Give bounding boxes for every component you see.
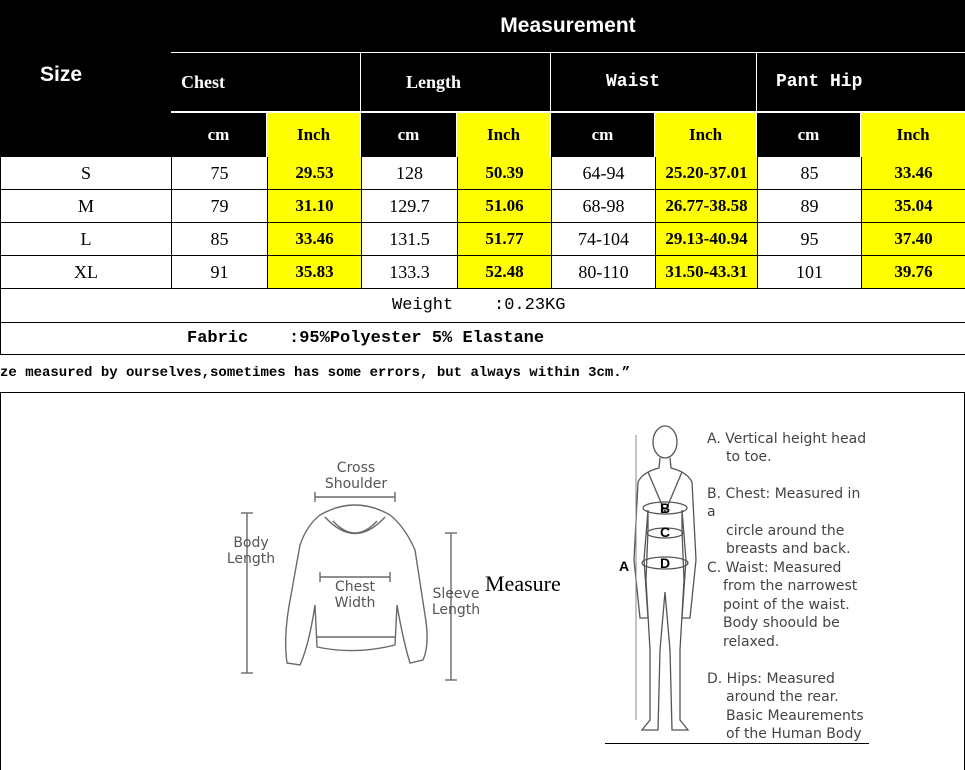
legend-b: B. Chest: Measured in a circle around the breasts and back. — [707, 486, 861, 558]
table-cell: 33.46 — [268, 223, 362, 256]
cross-shoulder-label: Cross Shoulder — [324, 460, 388, 493]
table-cell: 29.13-40.94 — [656, 223, 758, 256]
group-pant-hip: Pant Hip — [757, 53, 965, 111]
table-cell: 75 — [172, 157, 268, 190]
letter-a: A — [619, 558, 630, 574]
table-cell: 101 — [758, 256, 862, 289]
legend-d: D. Hips: Measured around the rear. Basic Meaurements of the Human Body — [707, 671, 864, 743]
size-header: Size — [0, 0, 171, 157]
fabric-row: Fabric :95%Polyester 5% Elastane — [0, 323, 965, 355]
unit-cm: cm — [757, 113, 860, 157]
table-cell: 50.39 — [458, 157, 552, 190]
table-cell: 80-110 — [552, 256, 656, 289]
table-cell: 31.10 — [268, 190, 362, 223]
table-cell: XL — [1, 256, 172, 289]
table-cell: 37.40 — [862, 223, 965, 256]
body-figure-illustration — [610, 420, 700, 740]
size-table-body — [0, 157, 965, 289]
table-cell: 95 — [758, 223, 862, 256]
weight-row: Weight :0.23KG — [0, 289, 965, 323]
chest-width-label: Chest Width — [334, 579, 376, 612]
table-cell: 68-98 — [552, 190, 656, 223]
measure-caption: Measure — [485, 571, 561, 596]
measurement-note: ze measured by ourselves,sometimes has some errors, but always within 3cm.” — [0, 365, 631, 381]
legend-c: C. Waist: Measured from the narrowest point of the waist. Body shoould be relaxed. — [707, 560, 858, 650]
unit-inch: Inch — [267, 113, 360, 157]
table-cell: 35.04 — [862, 190, 965, 223]
group-waist: Waist — [551, 53, 756, 111]
group-chest: Chest — [171, 53, 360, 111]
group-length: Length — [361, 53, 550, 111]
unit-cm: cm — [551, 113, 654, 157]
table-cell: 128 — [362, 157, 458, 190]
unit-inch: Inch — [655, 113, 756, 157]
body-length-label: Body Length — [226, 535, 276, 568]
table-cell: 131.5 — [362, 223, 458, 256]
table-cell: 51.06 — [458, 190, 552, 223]
table-cell: 29.53 — [268, 157, 362, 190]
table-cell: 129.7 — [362, 190, 458, 223]
table-cell: 26.77-38.58 — [656, 190, 758, 223]
table-cell: 33.46 — [862, 157, 965, 190]
table-cell: 133.3 — [362, 256, 458, 289]
table-cell: 91 — [172, 256, 268, 289]
unit-inch: Inch — [861, 113, 965, 157]
letter-d: D — [660, 555, 671, 571]
letter-c: C — [660, 524, 671, 540]
table-cell: 79 — [172, 190, 268, 223]
table-cell: M — [1, 190, 172, 223]
table-cell: 64-94 — [552, 157, 656, 190]
table-cell: 35.83 — [268, 256, 362, 289]
table-cell: 89 — [758, 190, 862, 223]
table-cell: 52.48 — [458, 256, 552, 289]
table-cell: 85 — [758, 157, 862, 190]
measurement-header: Measurement — [171, 0, 965, 52]
legend-a: A. Vertical height head to toe. — [707, 431, 867, 466]
table-cell: 31.50-43.31 — [656, 256, 758, 289]
table-cell: 25.20-37.01 — [656, 157, 758, 190]
sleeve-length-label: Sleeve Length — [431, 586, 481, 619]
table-cell: 51.77 — [458, 223, 552, 256]
unit-cm: cm — [171, 113, 266, 157]
table-cell: 85 — [172, 223, 268, 256]
table-cell: L — [1, 223, 172, 256]
unit-cm: cm — [361, 113, 456, 157]
table-cell: S — [1, 157, 172, 190]
letter-b: B — [660, 500, 671, 516]
table-cell: 39.76 — [862, 256, 965, 289]
unit-inch: Inch — [457, 113, 550, 157]
table-cell: 74-104 — [552, 223, 656, 256]
